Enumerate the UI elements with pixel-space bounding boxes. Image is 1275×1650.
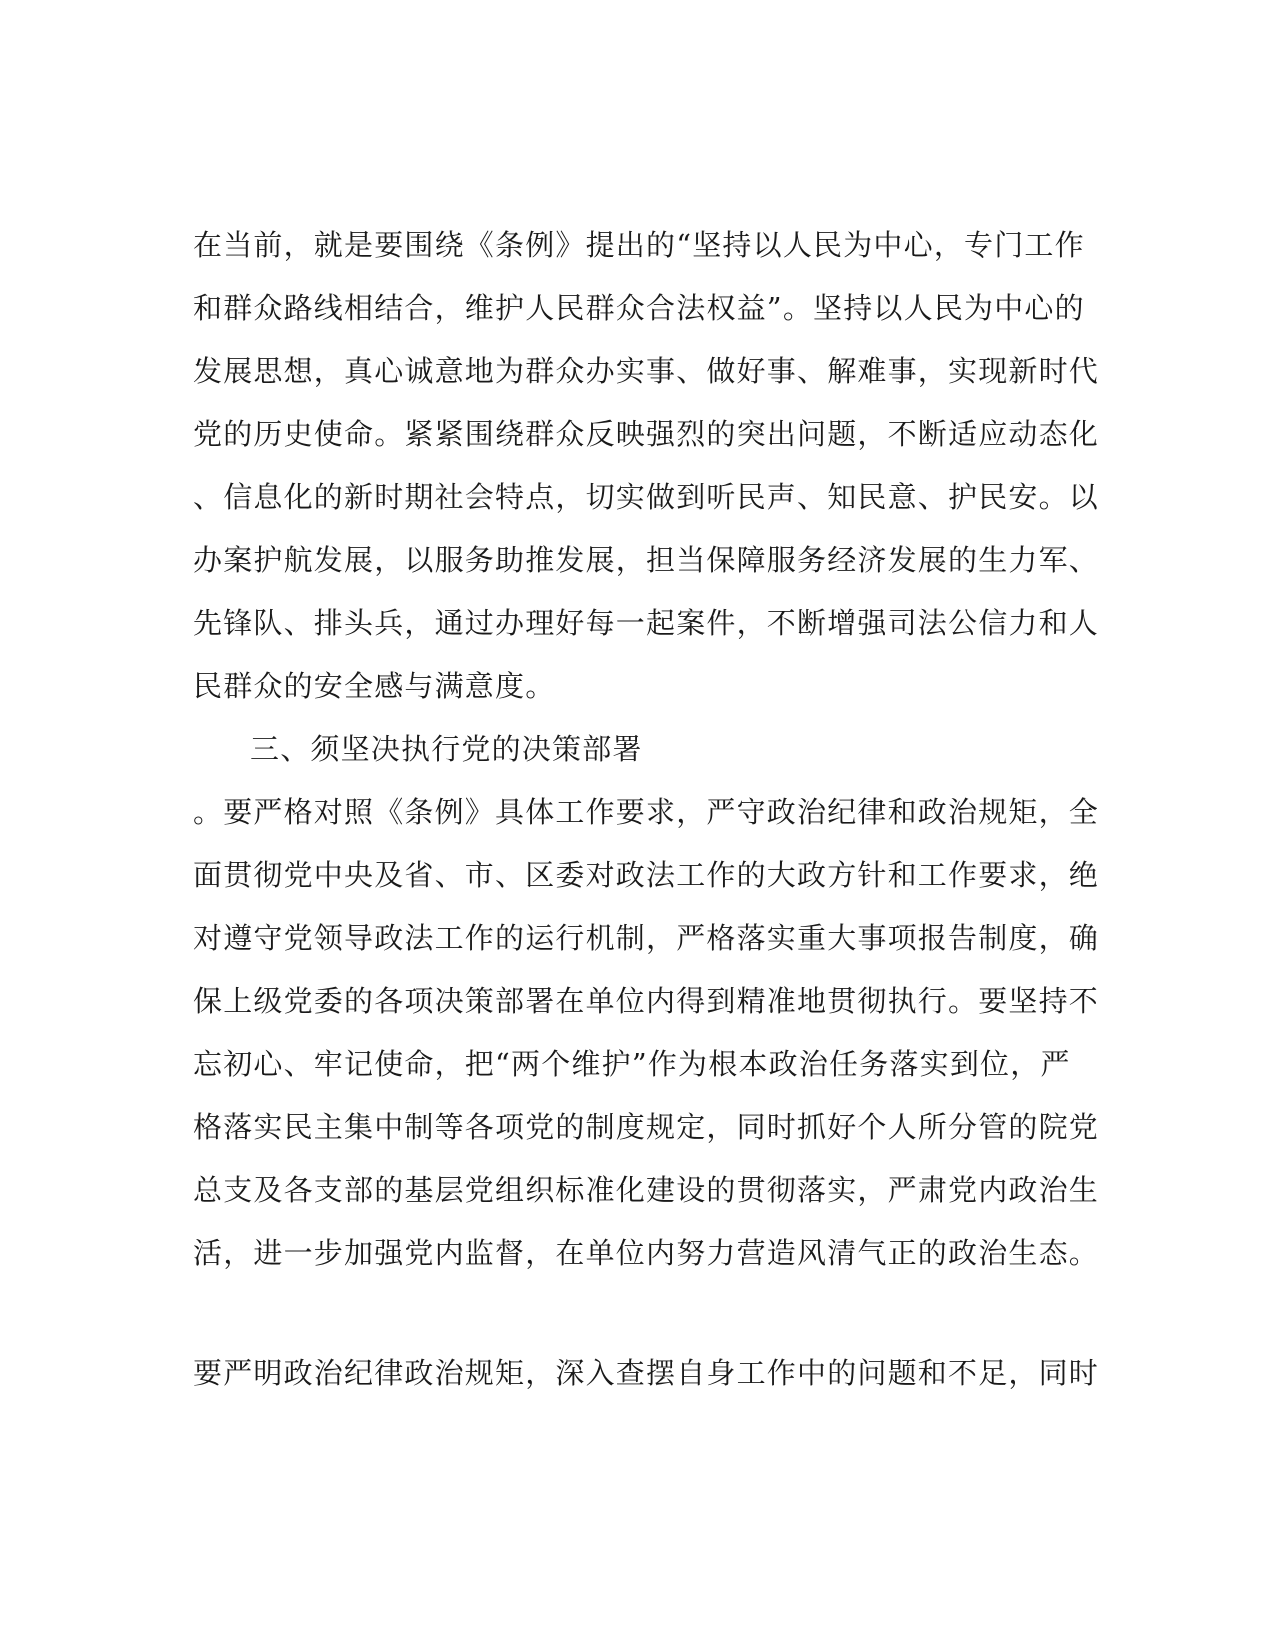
paragraph-line: 总支及各支部的基层党组织标准化建设的贯彻落实，严肃党内政治生	[193, 1173, 1100, 1207]
paragraph-line: 先锋队、排头兵，通过办理好每一起案件，不断增强司法公信力和人	[193, 606, 1100, 640]
paragraph-line: 、信息化的新时期社会特点，切实做到听民声、知民意、护民安。以	[193, 480, 1100, 514]
paragraph-line: 在当前，就是要围绕《条例》提出的“坚持以人民为中心，专门工作	[193, 228, 1085, 262]
paragraph-line: 。要严格对照《条例》具体工作要求，严守政治纪律和政治规矩，全	[193, 795, 1100, 829]
paragraph-line: 对遵守党领导政法工作的运行机制，严格落实重大事项报告制度，确	[193, 921, 1100, 955]
paragraph-line: 保上级党委的各项决策部署在单位内得到精准地贯彻执行。要坚持不	[193, 984, 1100, 1018]
paragraph-line: 和群众路线相结合，维护人民群众合法权益”。坚持以人民为中心的	[193, 291, 1085, 325]
paragraph-line: 格落实民主集中制等各项党的制度规定，同时抓好个人所分管的院党	[193, 1110, 1100, 1144]
paragraph-line: 忘初心、牢记使命，把“两个维护”作为根本政治任务落实到位，严	[193, 1047, 1071, 1081]
paragraph-line: 面贯彻党中央及省、市、区委对政法工作的大政方针和工作要求，绝	[193, 858, 1100, 892]
paragraph-line: 党的历史使命。紧紧围绕群众反映强烈的突出问题，不断适应动态化	[193, 417, 1100, 451]
paragraph-line: 要严明政治纪律政治规矩，深入查摆自身工作中的问题和不足，同时	[193, 1356, 1100, 1390]
paragraph-line: 民群众的安全感与满意度。	[193, 669, 556, 703]
paragraph-line: 活，进一步加强党内监督，在单位内努力营造风清气正的政治生态。	[193, 1236, 1100, 1270]
paragraph-line: 办案护航发展，以服务助推发展，担当保障服务经济发展的生力军、	[193, 543, 1100, 577]
section-heading: 三、须坚决执行党的决策部署	[250, 732, 643, 766]
paragraph-line: 发展思想，真心诚意地为群众办实事、做好事、解难事，实现新时代	[193, 354, 1100, 388]
